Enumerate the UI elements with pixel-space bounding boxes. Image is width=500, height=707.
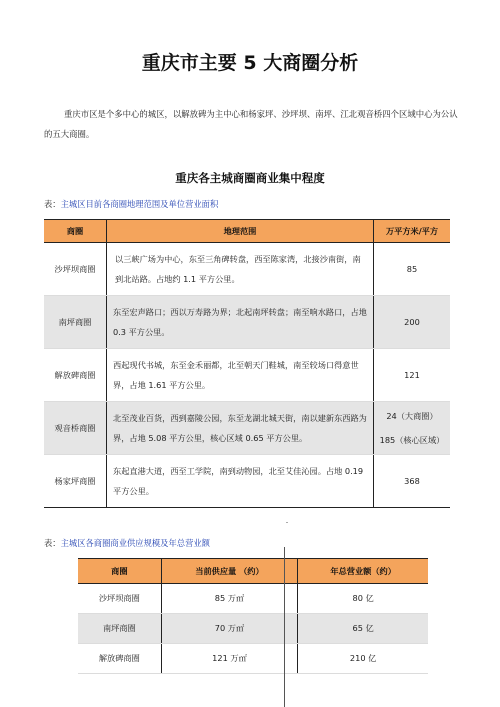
district-range: 东至宏声路口；西以万寿路为界；北起南坪转盘；南至响水路口，占地 0.3 平方公里。 xyxy=(107,296,374,349)
table-row xyxy=(44,455,450,508)
supply-revenue-table xyxy=(78,558,428,674)
district-area-core: 185（核心区域） xyxy=(379,435,445,445)
intro-paragraph: 重庆市区是个多中心的城区，以解放碑为主中心和杨家坪、沙坪坝、南坪、江北观音桥四个区域中心为公认的五大商圈。 xyxy=(44,109,458,139)
table1-caption xyxy=(44,198,218,210)
table-row xyxy=(44,243,450,296)
district-name: 观音桥商圈 xyxy=(44,402,107,455)
header-supply: 当前供应量 （约） xyxy=(161,559,298,584)
district-area: 85 xyxy=(374,243,451,296)
district-range: 东起直港大道，西至工学院，南到动物园，北至艾佳沁园。占地 0.19 平方公里。 xyxy=(107,455,374,508)
table-row xyxy=(78,614,428,644)
header-range: 地理范围 xyxy=(107,220,374,243)
district-name: 南坪商圈 xyxy=(78,614,161,644)
table2-caption xyxy=(44,537,210,549)
district-name: 解放碑商圈 xyxy=(44,349,107,402)
table-row xyxy=(44,296,450,349)
district-supply: 70 万㎡ xyxy=(161,614,298,644)
divider-mark xyxy=(286,522,288,523)
vertical-rule xyxy=(284,547,285,707)
district-supply: 121 万㎡ xyxy=(161,644,298,674)
table-row xyxy=(78,644,428,674)
table-header-row xyxy=(78,559,428,584)
business-district-range-table xyxy=(44,219,450,508)
district-range: 以三峡广场为中心，东至三角碑转盘，西至陈家湾，北接沙南街，南到北站路。占地约 1.1 平方公里。 xyxy=(107,243,374,296)
district-name: 沙坪坝商圈 xyxy=(44,243,107,296)
district-area-large: 24（大商圈） xyxy=(386,411,438,421)
district-name: 解放碑商圈 xyxy=(78,644,161,674)
district-revenue: 65 亿 xyxy=(298,614,428,644)
district-revenue: 80 亿 xyxy=(298,584,428,614)
section-subtitle: 重庆各主城商圈商业集中程度 xyxy=(175,171,325,185)
header-district: 商圈 xyxy=(78,559,161,584)
district-revenue: 210 亿 xyxy=(298,644,428,674)
table-header-row xyxy=(44,220,450,243)
district-supply: 85 万㎡ xyxy=(161,584,298,614)
district-name: 沙坪坝商圈 xyxy=(78,584,161,614)
table1-caption-text: 主城区目前各商圈地理范围及单位营业面积 xyxy=(60,199,219,209)
table1-caption-prefix: 表： xyxy=(44,199,61,209)
table-row xyxy=(78,584,428,614)
page-title: 重庆市主要 5 大商圈分析 xyxy=(141,52,359,74)
header-district: 商圈 xyxy=(44,220,107,243)
table2-caption-text: 主城区各商圈商业供应规模及年总营业额 xyxy=(60,538,210,548)
table-row xyxy=(44,349,450,402)
district-area xyxy=(374,402,451,455)
district-name: 南坪商圈 xyxy=(44,296,107,349)
district-range: 西起现代书城，东至金禾丽都，北至朝天门鞋城，南至较场口得意世界，占地 1.61 平方公里。 xyxy=(107,349,374,402)
district-area: 368 xyxy=(374,455,451,508)
table-row xyxy=(44,402,450,455)
header-revenue: 年总营业额（约） xyxy=(298,559,428,584)
district-area: 121 xyxy=(374,349,451,402)
district-area: 200 xyxy=(374,296,451,349)
district-range: 北至茂业百货，西到嘉陵公园，东至龙湖北城天街，南以建新东西路为界，占地 5.08 平方公里，核心区域 0.65 平方公里。 xyxy=(107,402,374,455)
header-area: 万平方米/平方 xyxy=(374,220,451,243)
table2-caption-prefix: 表： xyxy=(44,538,61,548)
district-name: 杨家坪商圈 xyxy=(44,455,107,508)
